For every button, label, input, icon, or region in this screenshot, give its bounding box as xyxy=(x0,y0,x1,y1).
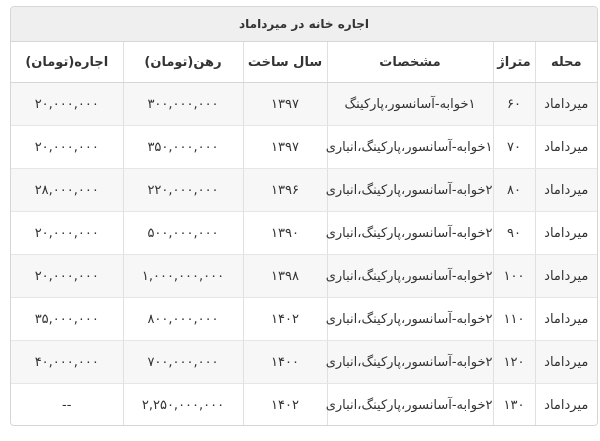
cell-deposit: ۱,۰۰۰,۰۰۰,۰۰۰ xyxy=(123,255,243,298)
cell-rent: ۲۰,۰۰۰,۰۰۰ xyxy=(11,212,123,255)
cell-region: میرداماد xyxy=(535,169,597,212)
cell-rent: ۲۸,۰۰۰,۰۰۰ xyxy=(11,169,123,212)
cell-year: ۱۳۹۶ xyxy=(243,169,327,212)
cell-spec: ۲خوابه-آسانسور،پارکینگ،انباری xyxy=(327,169,493,212)
cell-area: ۷۰ xyxy=(493,126,535,169)
cell-area: ۱۲۰ xyxy=(493,341,535,384)
cell-area: ۶۰ xyxy=(493,83,535,126)
cell-deposit: ۸۰۰,۰۰۰,۰۰۰ xyxy=(123,298,243,341)
cell-spec: ۲خوابه-آسانسور،پارکینگ،انباری xyxy=(327,298,493,341)
cell-rent: ۲۰,۰۰۰,۰۰۰ xyxy=(11,83,123,126)
cell-rent: ۲۰,۰۰۰,۰۰۰ xyxy=(11,126,123,169)
cell-area: ۱۰۰ xyxy=(493,255,535,298)
table-row xyxy=(11,341,597,384)
cell-region: میرداماد xyxy=(535,384,597,427)
cell-area: ۸۰ xyxy=(493,169,535,212)
cell-spec: ۲خوابه-آسانسور،پارکینگ،انباری xyxy=(327,341,493,384)
table-body xyxy=(11,83,597,427)
cell-rent: ۴۰,۰۰۰,۰۰۰ xyxy=(11,341,123,384)
cell-year: ۱۴۰۲ xyxy=(243,298,327,341)
table-row xyxy=(11,169,597,212)
header-area: متراژ xyxy=(493,42,535,83)
table-row xyxy=(11,212,597,255)
table-row xyxy=(11,298,597,341)
header-row xyxy=(11,42,597,83)
cell-region: میرداماد xyxy=(535,126,597,169)
cell-rent: ۳۵,۰۰۰,۰۰۰ xyxy=(11,298,123,341)
cell-deposit: ۳۵۰,۰۰۰,۰۰۰ xyxy=(123,126,243,169)
rental-table xyxy=(11,42,597,426)
header-region: محله xyxy=(535,42,597,83)
header-spec: مشخصات xyxy=(327,42,493,83)
header-deposit: رهن(تومان) xyxy=(123,42,243,83)
table-row xyxy=(11,83,597,126)
header-year: سال ساخت xyxy=(243,42,327,83)
table-row xyxy=(11,126,597,169)
cell-spec: ۲خوابه-آسانسور،پارکینگ،انباری xyxy=(327,384,493,427)
cell-spec: ۱خوابه-آسانسور،پارکینگ،انباری xyxy=(327,126,493,169)
cell-year: ۱۴۰۲ xyxy=(243,384,327,427)
cell-region: میرداماد xyxy=(535,298,597,341)
cell-region: میرداماد xyxy=(535,255,597,298)
cell-year: ۱۳۹۷ xyxy=(243,83,327,126)
table-title: اجاره خانه در میرداماد xyxy=(11,7,597,42)
table-header xyxy=(11,42,597,83)
cell-year: ۱۳۹۸ xyxy=(243,255,327,298)
cell-spec: ۱خوابه-آسانسور،پارکینگ xyxy=(327,83,493,126)
cell-region: میرداماد xyxy=(535,212,597,255)
rental-table-frame xyxy=(10,6,598,426)
cell-rent: -- xyxy=(11,384,123,427)
cell-region: میرداماد xyxy=(535,341,597,384)
cell-area: ۱۱۰ xyxy=(493,298,535,341)
cell-year: ۱۳۹۰ xyxy=(243,212,327,255)
cell-year: ۱۳۹۷ xyxy=(243,126,327,169)
cell-spec: ۲خوابه-آسانسور،پارکینگ،انباری xyxy=(327,212,493,255)
table-row xyxy=(11,255,597,298)
header-rent: اجاره(تومان) xyxy=(11,42,123,83)
cell-deposit: ۳۰۰,۰۰۰,۰۰۰ xyxy=(123,83,243,126)
cell-deposit: ۲,۲۵۰,۰۰۰,۰۰۰ xyxy=(123,384,243,427)
cell-year: ۱۴۰۰ xyxy=(243,341,327,384)
table-row xyxy=(11,384,597,427)
cell-deposit: ۷۰۰,۰۰۰,۰۰۰ xyxy=(123,341,243,384)
cell-area: ۹۰ xyxy=(493,212,535,255)
cell-deposit: ۵۰۰,۰۰۰,۰۰۰ xyxy=(123,212,243,255)
cell-area: ۱۳۰ xyxy=(493,384,535,427)
cell-rent: ۲۰,۰۰۰,۰۰۰ xyxy=(11,255,123,298)
cell-region: میرداماد xyxy=(535,83,597,126)
cell-spec: ۲خوابه-آسانسور،پارکینگ،انباری xyxy=(327,255,493,298)
cell-deposit: ۲۲۰,۰۰۰,۰۰۰ xyxy=(123,169,243,212)
